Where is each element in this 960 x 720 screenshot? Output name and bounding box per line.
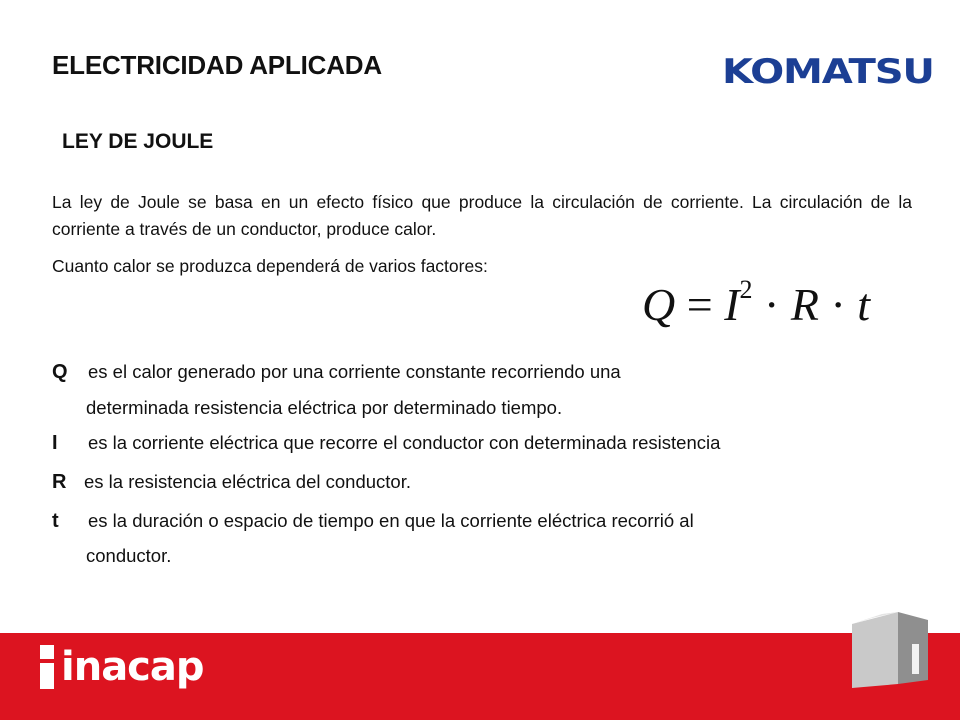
formula-t: t bbox=[857, 279, 871, 330]
formula-equals: = bbox=[686, 279, 713, 330]
definition-q-continuation: determinada resistencia eléctrica por determinado tiempo. bbox=[86, 397, 563, 418]
definition-q bbox=[52, 361, 621, 384]
definition-text: es la resistencia eléctrica del conductor. bbox=[84, 471, 412, 492]
page-title: ELECTRICIDAD APLICADA bbox=[52, 50, 382, 80]
cube-graphic-icon bbox=[850, 604, 930, 690]
formula-exponent: 2 bbox=[739, 274, 753, 304]
formula-dot-2: · bbox=[830, 279, 846, 330]
definition-symbol: t bbox=[52, 510, 59, 532]
inacap-logo bbox=[40, 644, 204, 690]
factors-paragraph: Cuanto calor se produzca dependerá de varios factores: bbox=[52, 256, 488, 276]
definition-symbol: I bbox=[52, 432, 58, 454]
definition-t bbox=[52, 510, 694, 533]
section-subtitle: LEY DE JOULE bbox=[62, 130, 214, 153]
definition-text: es la duración o espacio de tiempo en que la corriente eléctrica recorrió al bbox=[88, 510, 694, 531]
inacap-logo-mark-icon bbox=[40, 645, 58, 689]
definition-symbol: R bbox=[52, 471, 67, 493]
definition-text: es el calor generado por una corriente constante recorriendo una bbox=[88, 361, 621, 382]
formula-i: I bbox=[724, 279, 740, 330]
definition-text: es la corriente eléctrica que recorre el conductor con determinada resistencia bbox=[88, 432, 721, 453]
formula-q: Q bbox=[642, 279, 676, 330]
joule-formula bbox=[642, 274, 871, 331]
komatsu-logo: KOMATSU bbox=[722, 52, 934, 92]
inacap-logo-text: inacap bbox=[61, 644, 204, 690]
intro-paragraph: La ley de Joule se basa en un efecto físico que produce la circulación de corriente. La circulación de la corriente a través de un conductor, produce calor. bbox=[52, 192, 912, 239]
formula-dot-1: · bbox=[764, 279, 780, 330]
definition-i bbox=[52, 432, 720, 455]
definition-r bbox=[52, 471, 411, 494]
definition-t-continuation: conductor. bbox=[86, 545, 172, 566]
formula-r: R bbox=[790, 279, 819, 330]
definition-symbol: Q bbox=[52, 361, 68, 383]
